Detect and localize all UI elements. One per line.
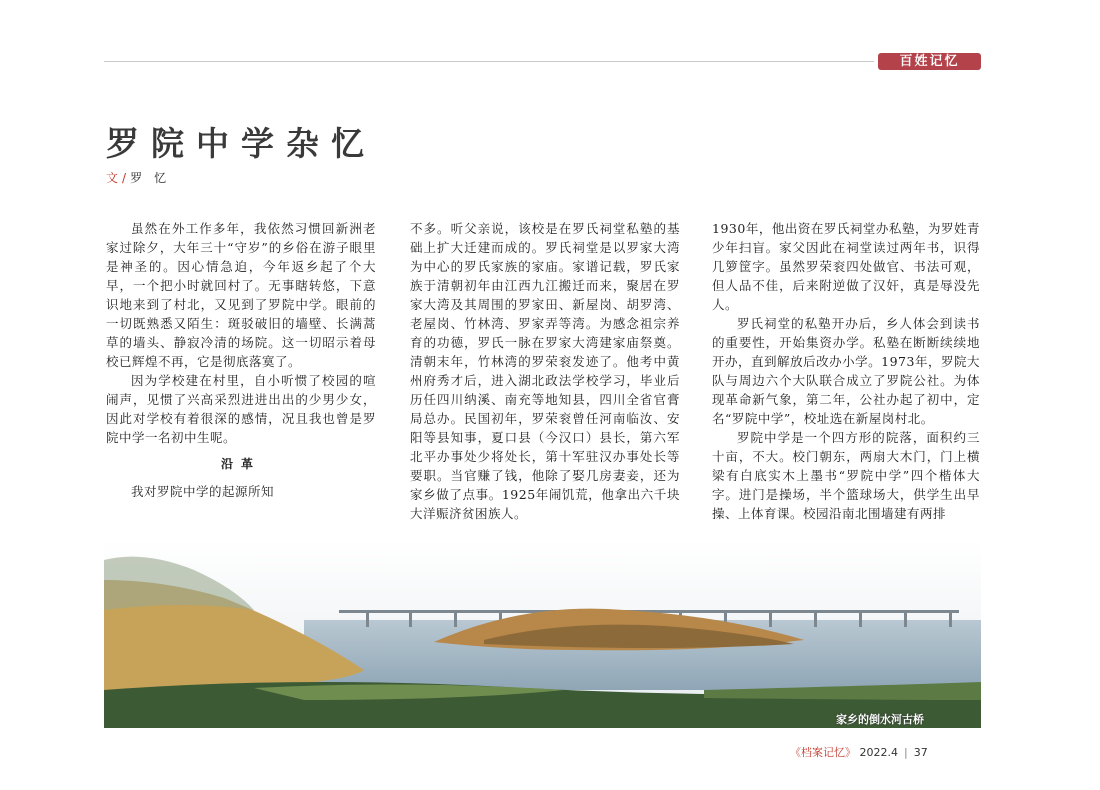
page-footer (790, 744, 928, 760)
section-tag: 百姓记忆 (878, 53, 981, 70)
text-column-1 (106, 219, 376, 501)
byline-separator: / (122, 171, 127, 185)
author-name: 罗忆 (130, 171, 179, 185)
section-subhead: 沿革 (220, 457, 261, 471)
byline-label: 文 (106, 171, 119, 185)
issue-number: 2022.4 (859, 746, 898, 759)
text-column-2 (410, 219, 680, 523)
article-title: 罗院中学杂忆 (106, 124, 376, 163)
paragraph: 我对罗院中学的起源所知 (131, 484, 275, 499)
header-rule (104, 61, 874, 62)
magazine-name: 《档案记忆》 (790, 746, 856, 759)
paragraph: 不多。听父亲说，该校是在罗氏祠堂私塾的基础上扩大迁建而成的。罗氏祠堂是以罗家大湾为中心的罗氏家族的家庙。家谱记载，罗氏家族于清朝初年由江西九江搬迁而来，聚居在罗家大湾及其周围的罗家田、新屋岗、胡罗湾、老屋岗、竹林湾、罗家弄等湾。为感念祖宗养育的功德，罗氏一脉在罗家大湾建家庙祭奠。清朝末年，竹林湾的罗荣衮发迹了。他考中黄州府秀才后，进入湖北政法学校学习，毕业后历任四川纳溪、南充等地知县，四川全省官膏局总办。民国初年，罗荣衮曾任河南临汝、安阳等县知事，夏口县（今汉口）县长，第六军北平办事处少将处长，第十军驻汉办事处长等要职。当官赚了钱，他除了娶几房妻妾，还为家乡做了点事。1925年闹饥荒，他拿出六千块大洋赈济贫困族人。 (410, 221, 680, 521)
footer-divider: | (904, 746, 908, 759)
byline (106, 169, 178, 186)
photo-caption: 家乡的倒水河古桥 (836, 713, 924, 726)
landscape-photo (104, 540, 981, 728)
paragraph: 罗院中学是一个四方形的院落，面积约三十亩，不大。校门朝东，两扇大木门，门上横梁有白底实木上墨书“罗院中学”四个楷体大字。进门是操场，半个篮球场大，供学生出早操、上体育课。校园沿南北围墙建有两排 (712, 430, 980, 521)
paragraph: 1930年，他出资在罗氏祠堂办私塾，为罗姓青少年扫盲。家父因此在祠堂读过两年书，识得几箩筐字。虽然罗荣衮四处做官、书法可观，但人品不佳，后来附逆做了汉奸，真是辱没先人。 (712, 221, 980, 312)
paragraph: 罗氏祠堂的私塾开办后，乡人体会到读书的重要性，开始集资办学。私塾在断断续续地开办，直到解放后改办小学。1973年，罗院大队与周边六个大队联合成立了罗院公社。为体现革命新气象，第二年，公社办起了初中，定名“罗院中学”，校址选在新屋岗村北。 (712, 316, 980, 426)
paragraph: 虽然在外工作多年，我依然习惯回新洲老家过除夕，大年三十“守岁”的乡俗在游子眼里是神圣的。因心情急迫，今年返乡起了个大早，一个把小时就回村了。无事瞎转悠，下意识地来到了村北，又见到了罗院中学。眼前的一切既熟悉又陌生：斑驳破旧的墙壁、长满蒿草的墙头、静寂冷清的场院。这一切昭示着母校已辉煌不再，它是彻底落寞了。 (106, 221, 376, 369)
paragraph: 因为学校建在村里，自小听惯了校园的喧闹声，见惯了兴高采烈进进出出的少男少女，因此对学校有着很深的感情，况且我也曾是罗院中学一名初中生呢。 (106, 373, 376, 445)
page-number: 37 (913, 746, 928, 759)
text-column-3 (712, 219, 980, 523)
